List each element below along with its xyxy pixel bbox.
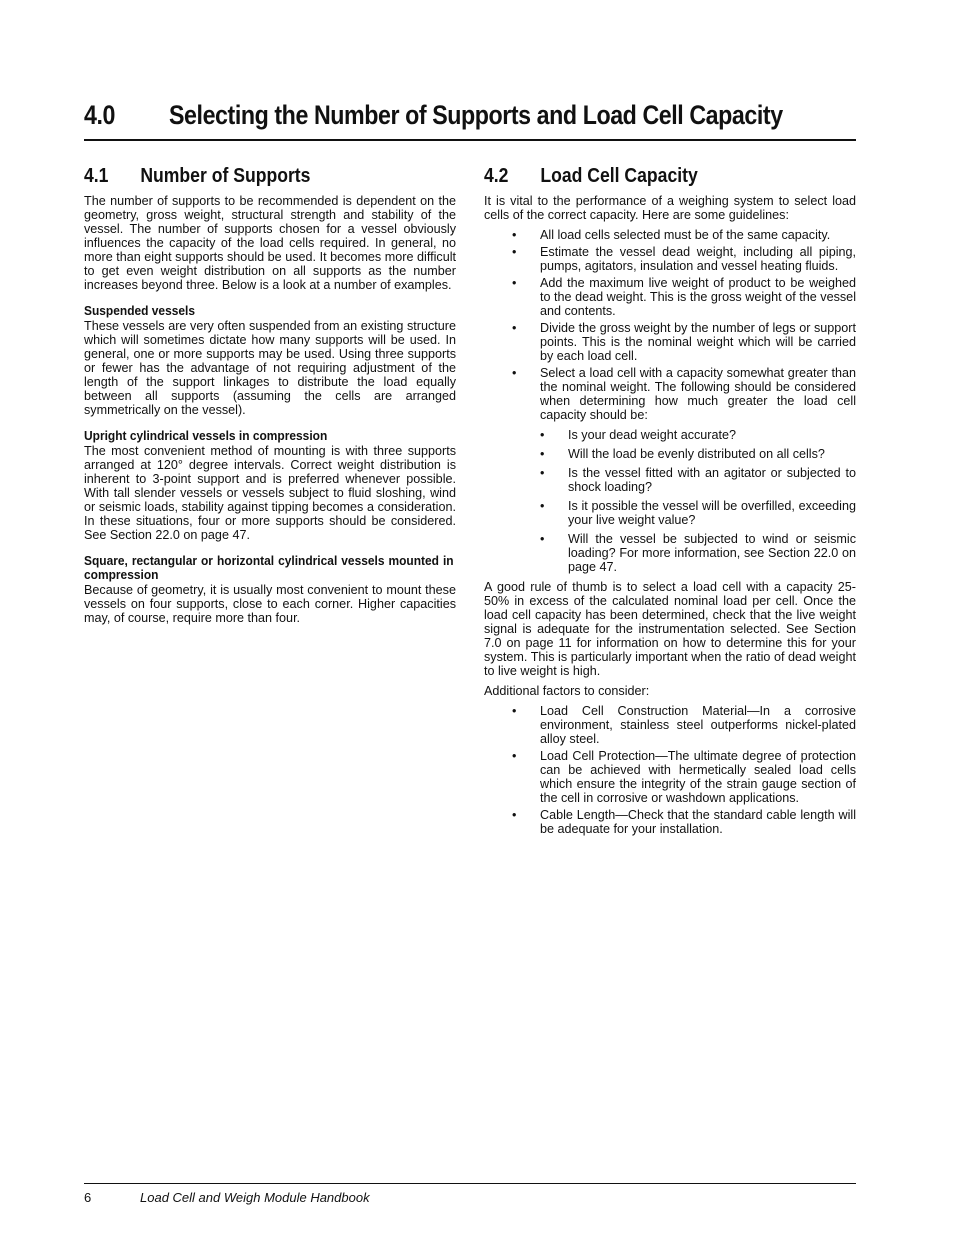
list-item: • Is your dead weight accurate? — [540, 428, 737, 442]
bullet-icon: • — [512, 228, 517, 242]
paragraph-additional-factors: Additional factors to consider: — [484, 684, 650, 698]
subheading-suspended: Suspended vessels — [84, 303, 196, 318]
subheading-upright: Upright cylindrical vessels in compression — [84, 428, 328, 443]
page-footer — [84, 1183, 856, 1205]
list-item: • Cable Length—Check that the standard cable length will be adequate for your installation. — [512, 808, 856, 836]
bullet-icon: • — [512, 749, 517, 763]
list-item: • Will the vessel be subjected to wind or seismic loading? For more information, see Section 22.0 on page 47. — [540, 532, 856, 574]
section-intro: The number of supports to be recommended is dependent on the geometry, gross weight, structural strength and stability of the vessel. The number of supports chosen for a vessel obviously influences the capacity of the load cells required. In general, no more than eight supports should be used. It becomes more difficult to get even weight distribution on all supports as the number increases beyond three. Below is a look at a number of examples. — [84, 194, 456, 292]
page-number: 6 — [84, 1190, 92, 1205]
bullet-icon: • — [512, 321, 517, 335]
section-intro: It is vital to the performance of a weighing system to select load cells of the correct capacity. Here are some guidelines: — [484, 194, 856, 222]
paragraph-upright: The most convenient method of mounting is with three supports arranged at 120° degree intervals. Correct weight distribution is inherent to 3-point support and is preferred whenever possible. With tall slender vessels or vessels subject to fluid sloshing, wind or seismic loads, stability against tipping becomes a consideration. In these situations, four or more supports should be considered. See Section 22.0 on page 47. — [84, 444, 456, 542]
bullet-icon: • — [512, 366, 517, 380]
section-title: Load Cell Capacity — [540, 165, 698, 187]
bullet-icon: • — [512, 245, 517, 259]
section-title: Number of Supports — [140, 165, 311, 187]
list-item: • Divide the gross weight by the number of legs or support points. This is the nominal weight which will be carried by each load cell. — [512, 321, 856, 363]
factors-list — [484, 704, 856, 836]
paragraph-rule-of-thumb: A good rule of thumb is to select a load cell with a capacity 25-50% in excess of the calculated nominal load per cell. Once the load cell capacity has been determined, check that the live weight signal is adequate for the instrumentation selected. See Section 7.0 on page 11 for information on how to determine this for your system. This is particularly important when the ratio of dead weight to live weight is high. — [484, 580, 856, 678]
bullet-icon: • — [540, 532, 545, 546]
bullet-icon: • — [512, 276, 517, 290]
chapter-number: 4.0 — [84, 100, 116, 130]
list-item: • Add the maximum live weight of product to be weighed to the dead weight. This is the gross weight of the vessel and contents. — [512, 276, 856, 318]
list-item: • All load cells selected must be of the same capacity. — [512, 228, 831, 242]
list-item: • Load Cell Protection—The ultimate degree of protection can be achieved with hermetically sealed load cells which ensure the integrity of the strain gauge section of the cell in corrosive or washdown applications. — [512, 749, 856, 805]
capacity-questions-list — [484, 428, 856, 574]
section-number: 4.1 — [84, 165, 109, 187]
chapter-heading — [84, 100, 856, 141]
section-4-1-heading — [84, 163, 411, 189]
subheading-square: Square, rectangular or horizontal cylindrical vessels mounted in compression — [84, 553, 454, 582]
paragraph-square: Because of geometry, it is usually most convenient to mount these vessels on four supports, close to each corner. Higher capacities may, of course, require more than four. — [84, 583, 456, 625]
section-4-2-heading — [484, 163, 811, 189]
bullet-icon: • — [512, 704, 517, 718]
bullet-icon: • — [540, 466, 545, 480]
left-column — [84, 163, 456, 631]
list-item: • Will the load be evenly distributed on all cells? — [540, 447, 825, 461]
list-item: • Estimate the vessel dead weight, including all piping, pumps, agitators, insulation and vessel heating fluids. — [512, 245, 856, 273]
section-number: 4.2 — [484, 165, 509, 187]
list-item: • Load Cell Construction Material—In a corrosive environment, stainless steel outperforms nickel-plated alloy steel. — [512, 704, 856, 746]
chapter-title: Selecting the Number of Supports and Load Cell Capacity — [169, 100, 783, 130]
right-column — [484, 163, 856, 842]
guidelines-list — [484, 228, 856, 422]
book-title: Load Cell and Weigh Module Handbook — [140, 1190, 370, 1205]
list-item: • Is the vessel fitted with an agitator or subjected to shock loading? — [540, 466, 856, 494]
paragraph-suspended: These vessels are very often suspended from an existing structure which will sometimes dictate how many supports will be used. In general, one or more supports may be used. Using three supports or fewer has the advantage of not requiring adjustment of the length of the support linkages to distribute the load equally between all supports (assuming the cells are arranged symmetrically on the vessel). — [84, 319, 456, 417]
bullet-icon: • — [540, 447, 545, 461]
list-item: • Is it possible the vessel will be overfilled, exceeding your live weight value? — [540, 499, 856, 527]
bullet-icon: • — [512, 808, 517, 822]
list-item: • Select a load cell with a capacity somewhat greater than the nominal weight. The following should be considered when determining how much greater the load cell capacity should be: — [512, 366, 856, 422]
bullet-icon: • — [540, 428, 545, 442]
bullet-icon: • — [540, 499, 545, 513]
